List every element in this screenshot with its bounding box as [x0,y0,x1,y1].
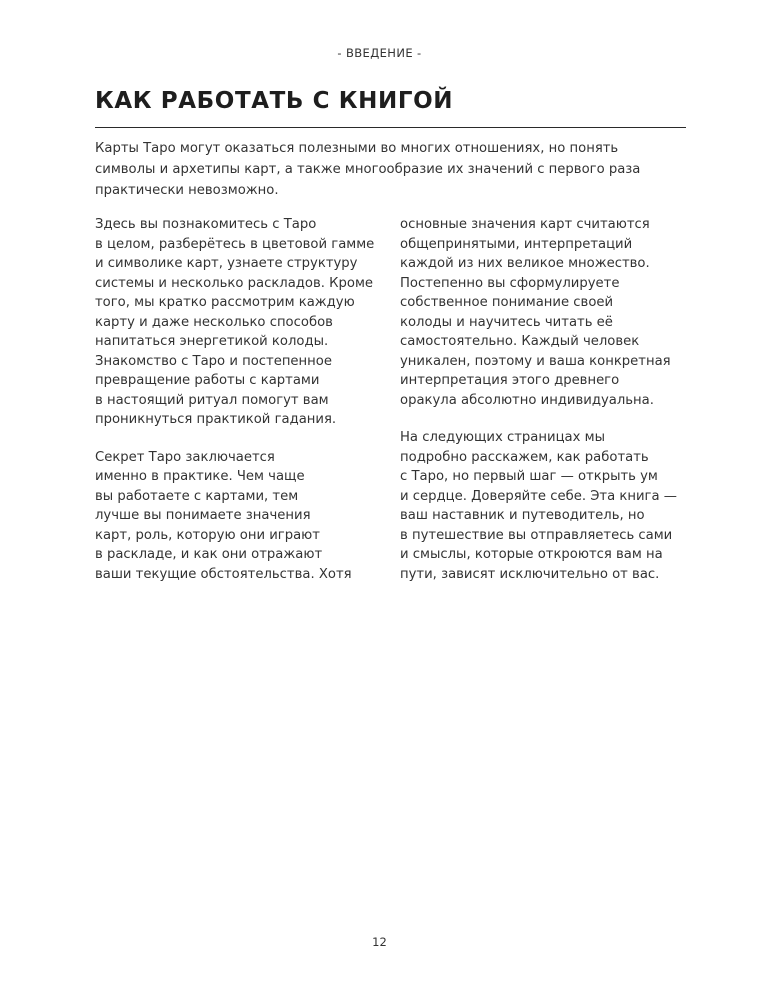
text-line: в целом, разберётесь в цветовой гамме [95,236,375,252]
paragraph [95,215,395,430]
lead-line: практически невозможно. [95,183,279,198]
text-line: подробно расскажем, как работать [400,449,649,465]
text-line: и сердце. Доверяйте себе. Эта книга — [400,488,677,504]
text-line: и символике карт, узнаете структуру [95,256,358,271]
right-column [400,215,700,602]
text-line: системы и несколько раскладов. Кроме [95,275,374,291]
text-line: напитаться энергетикой колоды. [95,334,329,349]
text-line: того, мы кратко рассмотрим каждую [95,295,355,310]
text-line: интерпретация этого древнего [400,373,620,388]
text-line: и смыслы, которые откроются вам на [400,547,663,562]
text-line: Постепенно вы сформулируете [400,275,620,291]
paragraph [400,215,700,410]
text-line: лучше вы понимаете значения [95,508,311,523]
text-line: На следующих страницах мы [400,430,605,445]
text-line: вы работаете с картами, тем [95,488,299,504]
text-line: каждой из них великое множество. [400,256,650,271]
text-line: собственное понимание своей [400,295,614,310]
page-number: 12 [372,935,387,949]
text-line: в раскладе, и как они отражают [95,547,323,562]
text-line: колоды и научитесь читать её [400,314,613,330]
text-line: карту и даже несколько способов [95,314,333,330]
text-line: Знакомство с Таро и постепенное [95,353,332,369]
lead-line: символы и архетипы карт, а также многообразие их значений с первого раза [95,162,641,177]
text-line: общепринятыми, интерпретаций [400,236,633,252]
paragraph [400,428,700,584]
lead-line: Карты Таро могут оказаться полезными во многих отношениях, но понять [95,141,619,156]
text-line: в путешествие вы отправляетесь сами [400,527,673,543]
left-column [95,215,395,602]
text-line: превращение работы с картами [95,373,320,388]
text-line: карт, роль, которую они играют [95,527,320,543]
text-line: ваш наставник и путеводитель, но [400,508,645,523]
text-line: Здесь вы познакомитесь с Таро [95,217,317,232]
text-line: Секрет Таро заключается [95,449,275,465]
text-line: уникален, поэтому и ваша конкретная [400,353,671,369]
text-line: проникнуться практикой гадания. [95,412,337,427]
text-line: именно в практике. Чем чаще [95,469,305,484]
text-line: оракула абсолютно индивидуальна. [400,392,654,408]
text-line: основные значения карт считаются [400,217,650,232]
text-line: ваши текущие обстоятельства. Хотя [95,566,352,582]
chapter-title: КАК РАБОТАТЬ С КНИГОЙ [95,88,454,114]
title-rule [95,127,686,128]
text-line: пути, зависят исключительно от вас. [400,566,660,582]
text-line: самостоятельно. Каждый человек [400,334,640,349]
lead-paragraph [95,138,695,201]
running-head: - ВВЕДЕНИЕ - [337,46,422,60]
paragraph [95,448,395,585]
text-line: с Таро, но первый шаг — открыть ум [400,469,658,484]
text-line: в настоящий ритуал помогут вам [95,392,329,408]
